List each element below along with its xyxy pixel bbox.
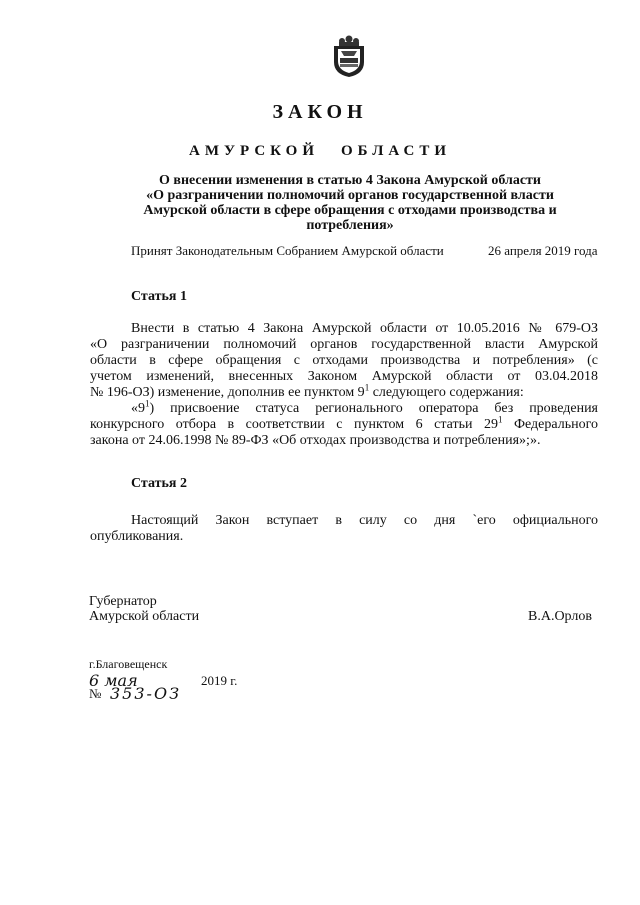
text-line bbox=[90, 398, 598, 417]
text-fragment: «9 bbox=[131, 401, 145, 416]
heading-line: Амурской области в сфере обращения с отходами производства и bbox=[143, 203, 557, 218]
handwritten-law-number: 353-ОЗ bbox=[110, 684, 182, 703]
text-fragment: Федерального bbox=[513, 417, 598, 432]
heading-line: потребления» bbox=[306, 218, 394, 233]
city-name: г.Благовещенск bbox=[89, 657, 168, 671]
text-fragment: ) присвоение статуса регионального оператора без проведения bbox=[149, 401, 598, 416]
number-prefix: № bbox=[89, 686, 102, 701]
region-name bbox=[0, 143, 640, 160]
position-line: Амурской области bbox=[89, 609, 200, 624]
text-line: опубликования. bbox=[90, 529, 184, 544]
region-word-1: АМУРСКОЙ bbox=[189, 143, 320, 159]
article-1-heading: Статья 1 bbox=[131, 289, 187, 304]
handwritten-date: 6 мая bbox=[89, 671, 138, 690]
text-fragment: № 196-ОЗ) изменение, дополнив ее пунктом 9 bbox=[90, 385, 365, 400]
region-word-2: ОБЛАСТИ bbox=[341, 143, 451, 159]
heading-line: О внесении изменения в статью 4 Закона Амурской области bbox=[159, 173, 541, 188]
article-1-text bbox=[90, 321, 598, 449]
text-line bbox=[90, 414, 598, 433]
coat-of-arms-emblem bbox=[330, 34, 368, 78]
superscript: 1 bbox=[364, 382, 370, 393]
text-line bbox=[90, 382, 598, 401]
text-line: учетом изменений, внесенных Законом Амурской области от 03.04.2018 bbox=[90, 369, 598, 384]
text-line: «О разграничении полномочий органов государственной власти Амурской bbox=[90, 337, 598, 352]
adopted-statement: Принят Законодательным Собранием Амурской области bbox=[131, 243, 444, 258]
text-fragment: конкурсного отбора в соответствии с пунктом 6 статьи 29 bbox=[90, 417, 498, 432]
heading-line: «О разграничении полномочий органов государственной власти bbox=[146, 188, 554, 203]
adopted-date: 26 апреля 2019 года bbox=[488, 243, 598, 258]
signing-year: 2019 г. bbox=[201, 673, 238, 688]
text-line: Настоящий Закон вступает в силу со дня `его официального bbox=[131, 513, 598, 528]
law-heading bbox=[110, 173, 590, 233]
governor-position bbox=[89, 594, 199, 624]
text-line: закона от 24.06.1998 № 89-ФЗ «Об отходах производства и потребления»;». bbox=[90, 433, 541, 448]
governor-name: В.А.Орлов bbox=[528, 609, 592, 624]
text-fragment: следующего содержания: bbox=[372, 385, 524, 400]
superscript: 1 bbox=[145, 398, 150, 409]
position-line: Губернатор bbox=[89, 594, 157, 609]
text-line: области в сфере обращения с отходами производства и потребления» (с bbox=[90, 353, 598, 368]
article-2-text bbox=[90, 513, 598, 545]
text-line: Внести в статью 4 Закона Амурской области от 10.05.2016 № 679-ОЗ bbox=[131, 321, 598, 336]
superscript: 1 bbox=[497, 414, 503, 425]
article-2-heading: Статья 2 bbox=[131, 476, 187, 491]
document-title: ЗАКОН bbox=[272, 101, 368, 123]
